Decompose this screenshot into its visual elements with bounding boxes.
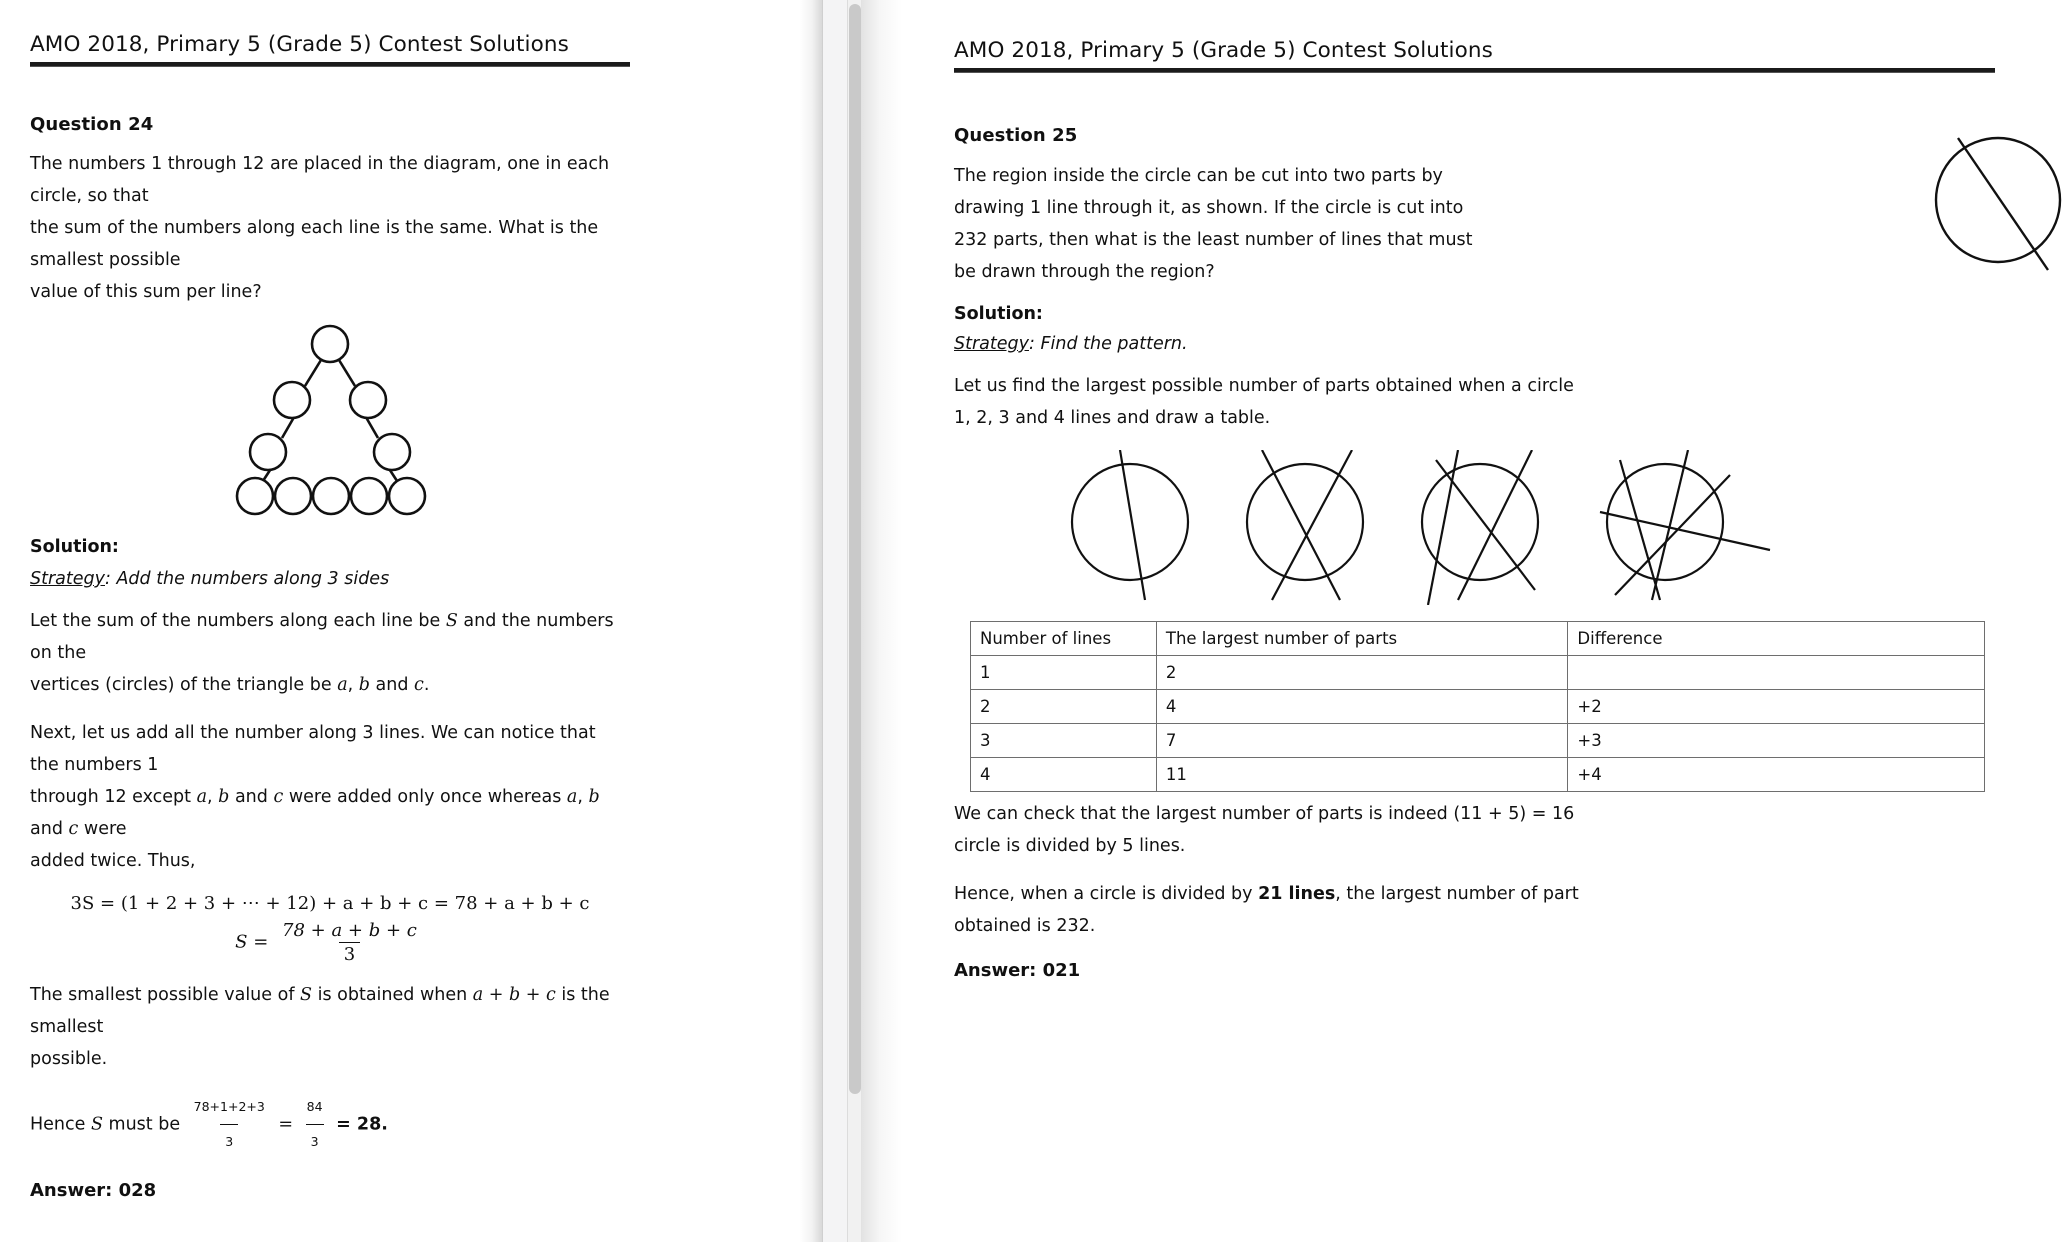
solution-paragraph-1 — [30, 605, 628, 701]
q25-paragraph-1 — [954, 370, 1984, 434]
answer-question-24: Answer: 028 — [30, 1180, 157, 1201]
q25-line-3: 232 parts, then what is the least number of lines that must — [954, 230, 1473, 250]
table-row — [971, 724, 1985, 758]
q25-p3-bold-21-lines: 21 lines — [1258, 884, 1336, 904]
vertical-scrollbar-thumb[interactable] — [849, 4, 861, 1094]
equation-S-fraction — [30, 920, 630, 965]
q25-p3-seg-a: Hence, when a circle is divided by — [954, 884, 1259, 904]
q25-line-1: The region inside the circle can be cut into two parts by — [954, 166, 1443, 186]
p2-vars-4: a — [566, 787, 578, 807]
p1-and: and — [369, 675, 415, 695]
p1-seg-b: and the numbers on the — [30, 611, 614, 663]
table-header-parts: The largest number of parts — [1156, 622, 1568, 656]
strategy-text-left: : Add the numbers along 3 sides — [104, 569, 390, 589]
p1-var-S: S — [445, 611, 458, 631]
page-left-content — [0, 0, 800, 1201]
p1-var-c: c — [414, 675, 424, 695]
circle-with-one-line-icon — [1928, 120, 2071, 300]
p2-seg-c: were added only once whereas — [283, 787, 567, 807]
q25-inline-circle-figure — [1928, 120, 2071, 305]
page-right-content — [916, 0, 2071, 981]
circle-4-lines — [1600, 450, 1770, 600]
q24-line-2: the sum of the numbers along each line is the same. What is the smallest possible — [30, 218, 599, 270]
frac2-denominator: 3 — [306, 1124, 324, 1158]
document-page-right — [916, 0, 2071, 1242]
circles-lines-figure-group — [1040, 450, 1830, 605]
frac1-denominator: 3 — [220, 1124, 238, 1158]
q25-p3-seg-b: , the largest number of part — [1335, 884, 1579, 904]
cell-parts: 7 — [1156, 724, 1568, 758]
p1-comma: , — [347, 675, 359, 695]
p2-line-3: added twice. Thus, — [30, 851, 196, 871]
cell-difference: +3 — [1568, 724, 1985, 758]
table-header-lines: Number of lines — [971, 622, 1157, 656]
header-rule-left — [30, 62, 630, 67]
q24-line-1: The numbers 1 through 12 are placed in the diagram, one in each circle, so that — [30, 154, 610, 206]
p3-seg-c: is the smallest — [30, 985, 610, 1037]
p2-vars-5: b — [588, 787, 600, 807]
gutter-shadow-left — [800, 0, 822, 1242]
cell-difference: +4 — [1568, 758, 1985, 792]
p1-seg-a: Let the sum of the numbers along each line be — [30, 611, 446, 631]
triangle-diagram-wrapper — [30, 324, 630, 519]
cell-parts: 11 — [1156, 758, 1568, 792]
solution-label-right: Solution: — [954, 304, 1043, 324]
question-24-title: Question 24 — [30, 114, 154, 135]
question-25-text — [954, 160, 1679, 288]
page-header-left: AMO 2018, Primary 5 (Grade 5) Contest Solutions — [30, 32, 569, 57]
equation-3S: 3S = (1 + 2 + 3 + ⋯ + 12) + a + b + c = 78 + a + b + c — [70, 893, 590, 914]
hence-seg-b: must be — [102, 1114, 186, 1135]
cell-lines: 3 — [971, 724, 1157, 758]
eq2-numerator: 78 + a + b + c — [282, 920, 417, 941]
circles-with-lines-row — [1040, 450, 2071, 609]
p3-expr-abc: a + b + c — [472, 985, 556, 1005]
q25-p1-line-1: Let us find the largest possible number of parts obtained when a circle — [954, 376, 1574, 396]
p3-seg-d: possible. — [30, 1049, 108, 1069]
solution-paragraph-2: Next, let us add all the number along 3 lines. We can notice that the numbers 1 through 12 except a, b and c were added only once whereas a, b and c were added twice. Thus, — [30, 723, 600, 871]
gutter-gap — [822, 0, 848, 1242]
eq2-denominator: 3 — [339, 942, 360, 965]
gutter-shadow-right — [862, 0, 902, 1242]
cell-parts: 2 — [1156, 656, 1568, 690]
p2-seg-d: were — [78, 819, 127, 839]
cell-difference — [1568, 656, 1985, 690]
fraction-78123-over-3 — [189, 1091, 270, 1158]
circle-2-lines — [1247, 450, 1363, 600]
hence-var-S: S — [90, 1114, 103, 1135]
p2-seg-b: through 12 except — [30, 787, 197, 807]
cell-parts: 4 — [1156, 690, 1568, 724]
answer-question-25: Answer: 021 — [954, 960, 1081, 981]
solution-hence-line — [30, 1091, 628, 1158]
equals-sign-1: = — [278, 1114, 294, 1135]
p1-end: . — [423, 675, 430, 695]
p1-seg-c: vertices (circles) of the triangle be — [30, 675, 338, 695]
cell-difference: +2 — [1568, 690, 1985, 724]
document-page-left — [0, 0, 800, 1242]
q25-p3-line-2: obtained is 232. — [954, 916, 1096, 936]
frac1-numerator: 78+1+2+3 — [193, 1099, 265, 1114]
q25-line-2: drawing 1 line through it, as shown. If the circle is cut into — [954, 198, 1464, 218]
p3-seg-a: The smallest possible value of — [30, 985, 301, 1005]
fraction-84-over-3 — [302, 1091, 328, 1158]
eq2-lhs: S = — [235, 931, 269, 953]
p2-vars-3: c — [273, 787, 284, 807]
cell-lines: 4 — [971, 758, 1157, 792]
table-row — [971, 690, 1985, 724]
table-row — [971, 758, 1985, 792]
strategy-text-right: : Find the pattern. — [1028, 334, 1188, 354]
strategy-line-right — [954, 334, 2071, 354]
strategy-label-right: Strategy — [954, 334, 1029, 354]
p2-vars-1: a — [196, 787, 208, 807]
q25-paragraph-3 — [954, 878, 1984, 942]
hence-seg-a: Hence — [30, 1114, 91, 1135]
triangle-of-circles-diagram — [225, 324, 435, 519]
p1-var-a: a — [337, 675, 348, 695]
page-header-right: AMO 2018, Primary 5 (Grade 5) Contest Solutions — [954, 38, 1493, 63]
circle-3-lines — [1422, 450, 1538, 605]
p3-var-S: S — [300, 985, 313, 1005]
q25-p2-line-2: circle is divided by 5 lines. — [954, 836, 1186, 856]
q25-p1-line-2: 1, 2, 3 and 4 lines and draw a table. — [954, 408, 1271, 428]
p2-vars-2: b — [218, 787, 230, 807]
table-header-difference: Difference — [1568, 622, 1985, 656]
q25-p2-line-1: We can check that the largest number of parts is indeed (11 + 5) = 16 — [954, 804, 1575, 824]
hence-result: = 28. — [336, 1114, 388, 1135]
parts-table — [970, 621, 1985, 792]
solution-paragraph-3 — [30, 979, 628, 1075]
q25-line-4: be drawn through the region? — [954, 262, 1215, 282]
question-24-text — [30, 148, 628, 308]
page-gutter — [800, 0, 916, 1242]
q24-line-3: value of this sum per line? — [30, 282, 262, 302]
frac2-numerator: 84 — [306, 1099, 323, 1114]
cell-lines: 2 — [971, 690, 1157, 724]
q25-paragraph-2 — [954, 798, 1984, 862]
cell-lines: 1 — [971, 656, 1157, 690]
solution-label-left: Solution: — [30, 537, 119, 557]
p1-var-b: b — [358, 675, 370, 695]
p2-vars-6: c — [68, 819, 79, 839]
table-header-row — [971, 622, 1985, 656]
strategy-label-left: Strategy — [30, 569, 105, 589]
p2-line-1: Next, let us add all the number along 3 lines. We can notice that the numbers 1 — [30, 723, 596, 775]
table-row — [971, 656, 1985, 690]
question-25-title: Question 25 — [954, 125, 1078, 146]
fraction-78-abc-over-3 — [277, 920, 422, 965]
strategy-line-left — [30, 569, 760, 589]
circle-1-line — [1072, 450, 1188, 600]
p3-seg-b: is obtained when — [312, 985, 473, 1005]
header-rule-right — [954, 68, 1995, 73]
